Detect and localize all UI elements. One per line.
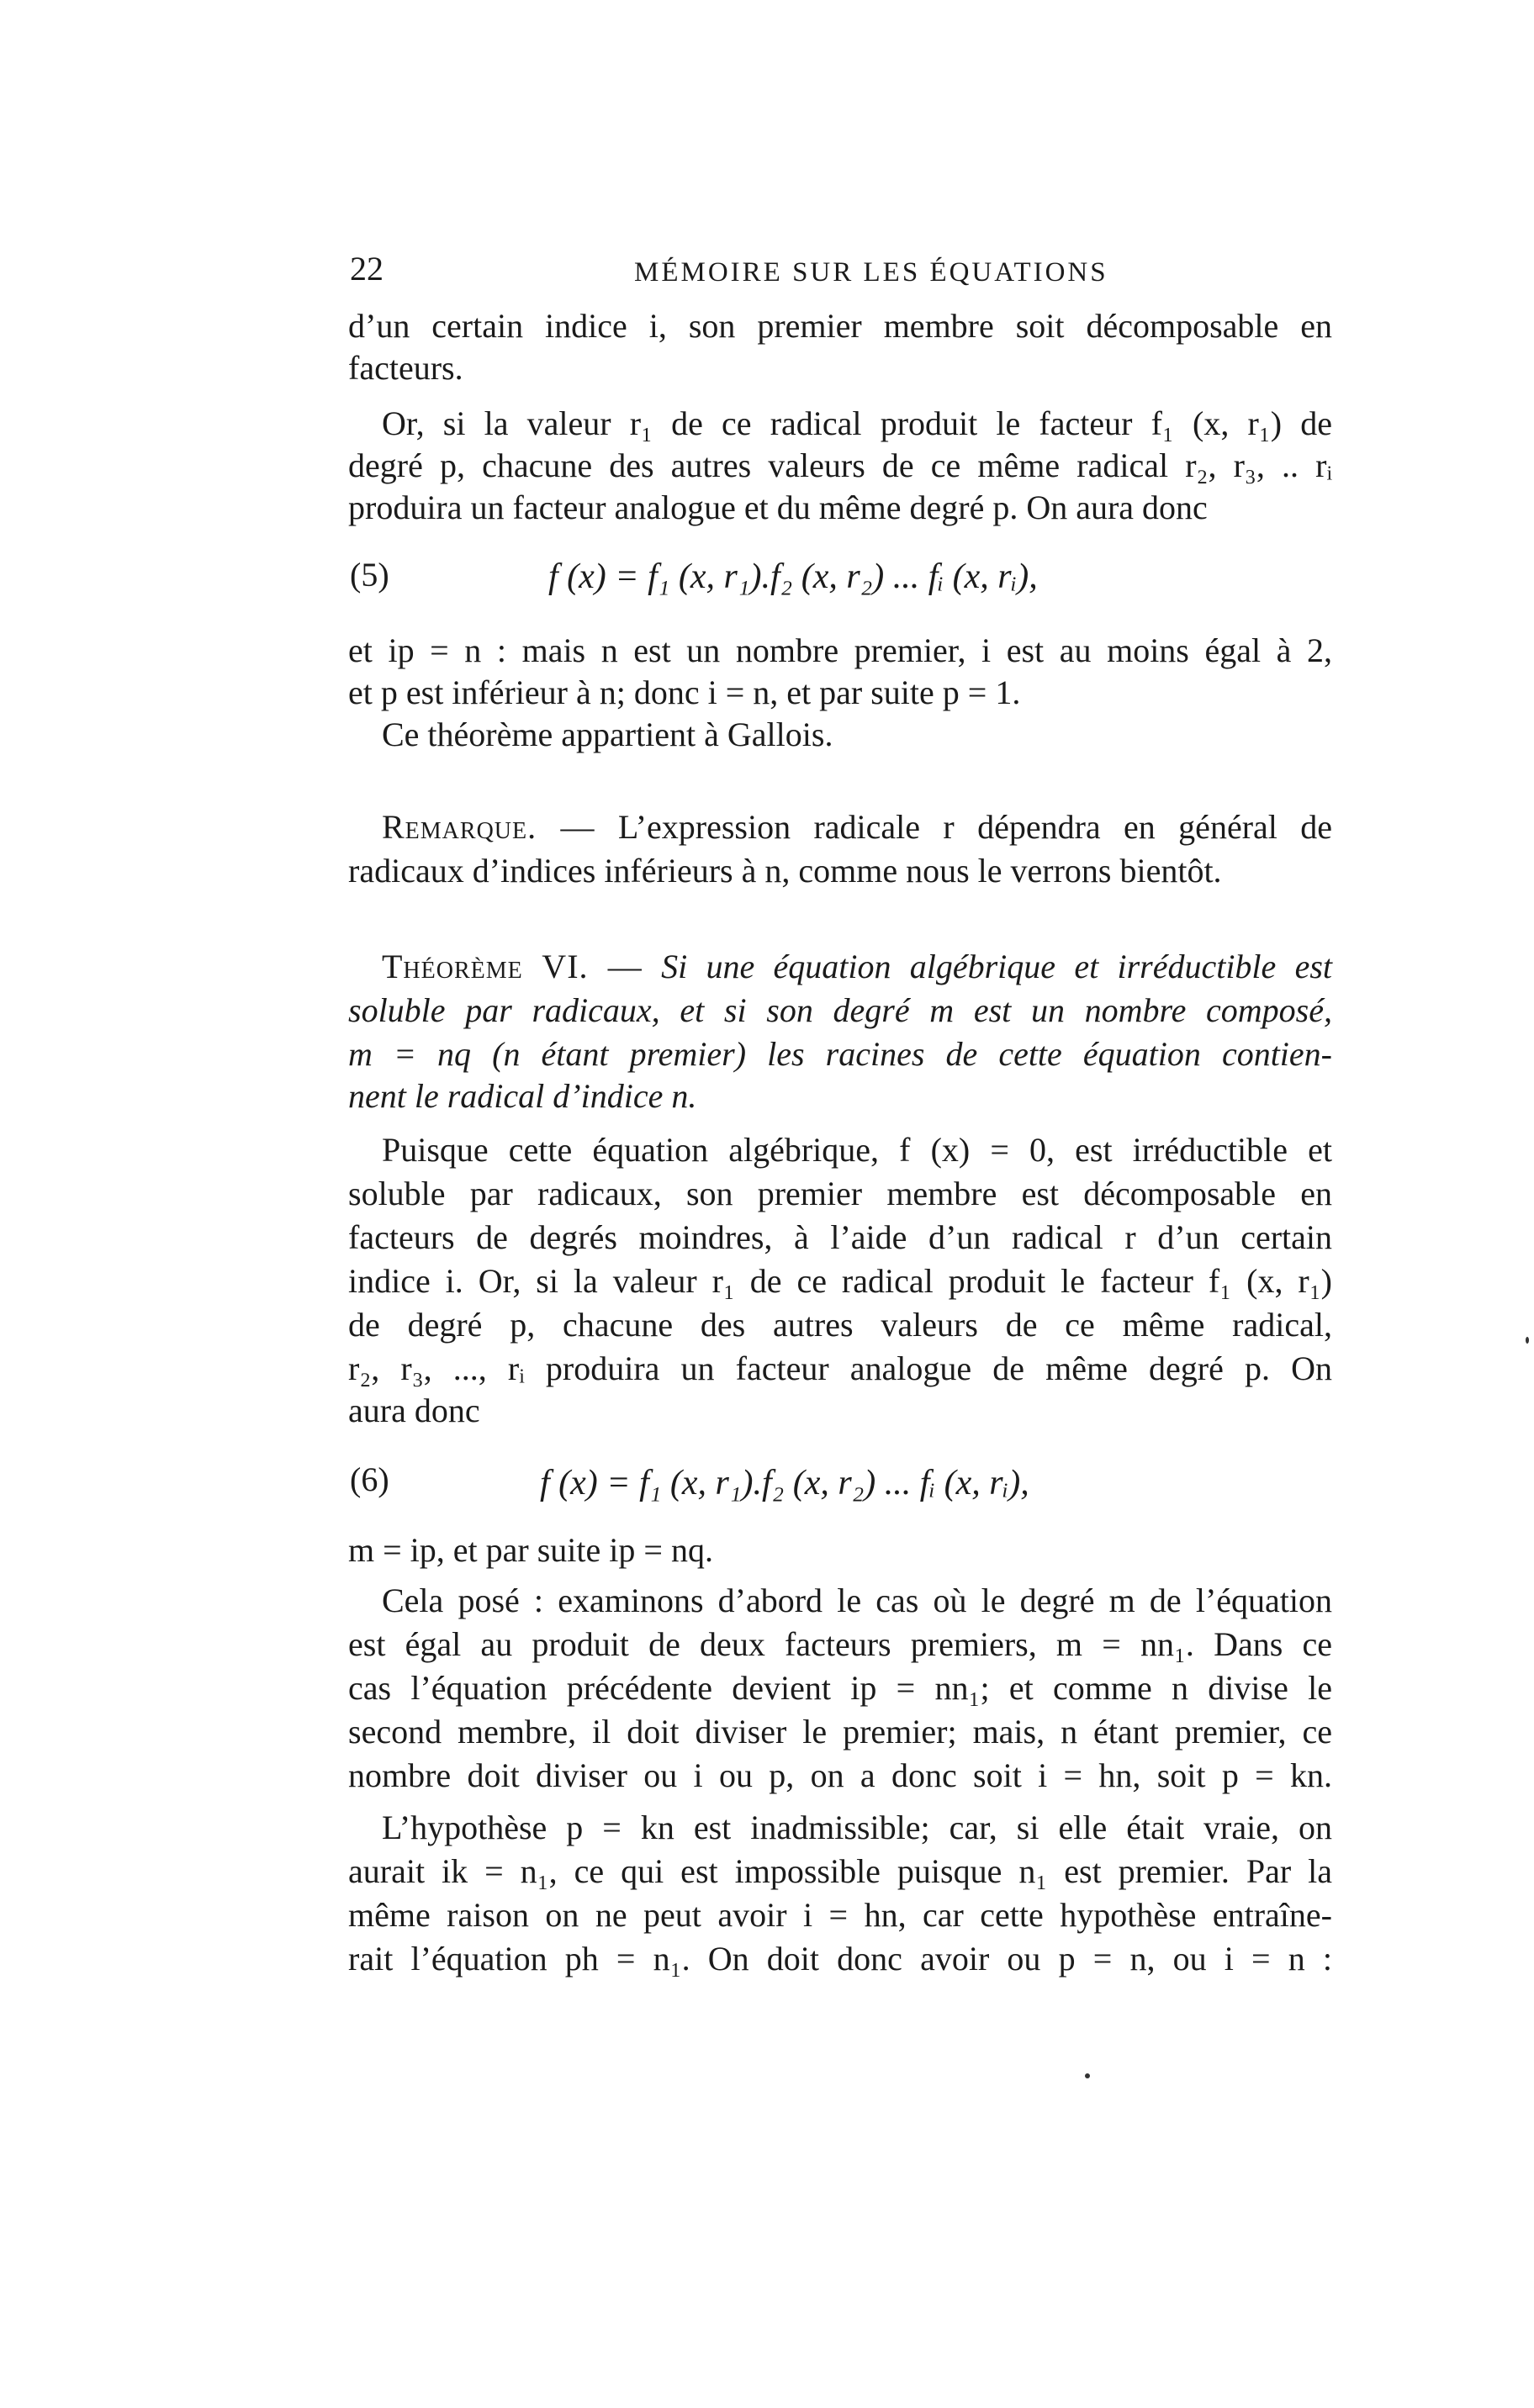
equation: f (x) = f₁ (x, r₁).f₂ (x, r₂) ... fᵢ (x, rᵢ),	[548, 557, 1038, 596]
text-line: second membre, il doit diviser le premier; mais, n étant premier, ce	[348, 1713, 1332, 1751]
text-line: et ip = n : mais n est un nombre premier, i est au moins égal à 2,	[348, 631, 1332, 669]
text-line: r₂, r₃, ..., rᵢ produira un facteur analogue de même degré p. On	[348, 1349, 1332, 1387]
text-line: cas l’équation précédente devient ip = nn₁; et comme n divise le	[348, 1669, 1332, 1707]
text-line: est égal au produit de deux facteurs premiers, m = nn₁. Dans ce	[348, 1625, 1332, 1663]
text-line: produira un facteur analogue et du même degré p. On aura donc	[348, 488, 1208, 526]
text-line: Puisque cette équation algébrique, f (x) = 0, est irréductible et	[382, 1131, 1332, 1169]
text-line: aura donc	[348, 1391, 480, 1429]
text-line: nombre doit diviser ou i ou p, on a donc soit i = hn, soit p = kn.	[348, 1756, 1332, 1794]
text-line: même raison on ne peut avoir i = hn, car cette hypothèse entraîne-	[348, 1896, 1332, 1934]
text-line: facteurs.	[348, 349, 463, 387]
remark-line	[382, 807, 1332, 848]
equation-number: (5)	[350, 556, 389, 594]
equation: f (x) = f₁ (x, r₁).f₂ (x, r₂) ... fᵢ (x, rᵢ),	[540, 1464, 1029, 1502]
text-line: radicaux d’indices inférieurs à n, comme nous le verrons bientôt.	[348, 852, 1222, 890]
running-title: MÉMOIRE SUR LES ÉQUATIONS	[634, 257, 1108, 288]
text-line: m = ip, et par suite ip = nq.	[348, 1531, 713, 1569]
text-line: soluble par radicaux, son premier membre est décomposable en	[348, 1175, 1332, 1212]
remark-label: Remarque. —	[382, 808, 595, 846]
theorem-statement-line: nent le radical d’indice n.	[348, 1077, 697, 1115]
text-line: Or, si la valeur r₁ de ce radical produit le facteur f₁ (x, r₁) de	[382, 404, 1332, 442]
remark-text: L’expression radicale r dépendra en général de	[617, 808, 1333, 846]
text-line: Ce théorème appartient à Gallois.	[382, 716, 833, 753]
text-line: Cela posé : examinons d’abord le cas où le degré m de l’équation	[382, 1582, 1332, 1619]
text-line: L’hypothèse p = kn est inadmissible; car, si elle était vraie, on	[382, 1809, 1332, 1846]
text-line: d’un certain indice i, son premier membre soit décomposable en	[348, 307, 1332, 345]
theorem-label: Théorème VI. —	[382, 948, 643, 985]
scan-speck	[1085, 2073, 1090, 2078]
scan-speck	[1526, 1337, 1529, 1344]
theorem-statement-line: soluble par radicaux, et si son degré m est un nombre composé,	[348, 991, 1332, 1029]
text-line: facteurs de degrés moindres, à l’aide d’un radical r d’un certain	[348, 1218, 1332, 1256]
text-line: indice i. Or, si la valeur r₁ de ce radical produit le facteur f₁ (x, r₁)	[348, 1262, 1332, 1300]
theorem-line	[382, 947, 1332, 987]
text-line: aurait ik = n₁, ce qui est impossible puisque n₁ est premier. Par la	[348, 1852, 1332, 1890]
text-line: de degré p, chacune des autres valeurs de ce même radical,	[348, 1306, 1332, 1344]
text-line: rait l’équation ph = n₁. On doit donc avoir ou p = n, ou i = n :	[348, 1940, 1332, 1978]
theorem-statement-line: m = nq (n étant premier) les racines de cette équation contien-	[348, 1035, 1332, 1073]
theorem-text: Si une équation algébrique et irréductible est	[661, 948, 1333, 985]
text-line: degré p, chacune des autres valeurs de ce même radical r₂, r₃, .. rᵢ	[348, 446, 1332, 484]
page-number: 22	[350, 250, 384, 288]
text-line: et p est inférieur à n; donc i = n, et par suite p = 1.	[348, 673, 1021, 711]
equation-number: (6)	[350, 1460, 389, 1498]
